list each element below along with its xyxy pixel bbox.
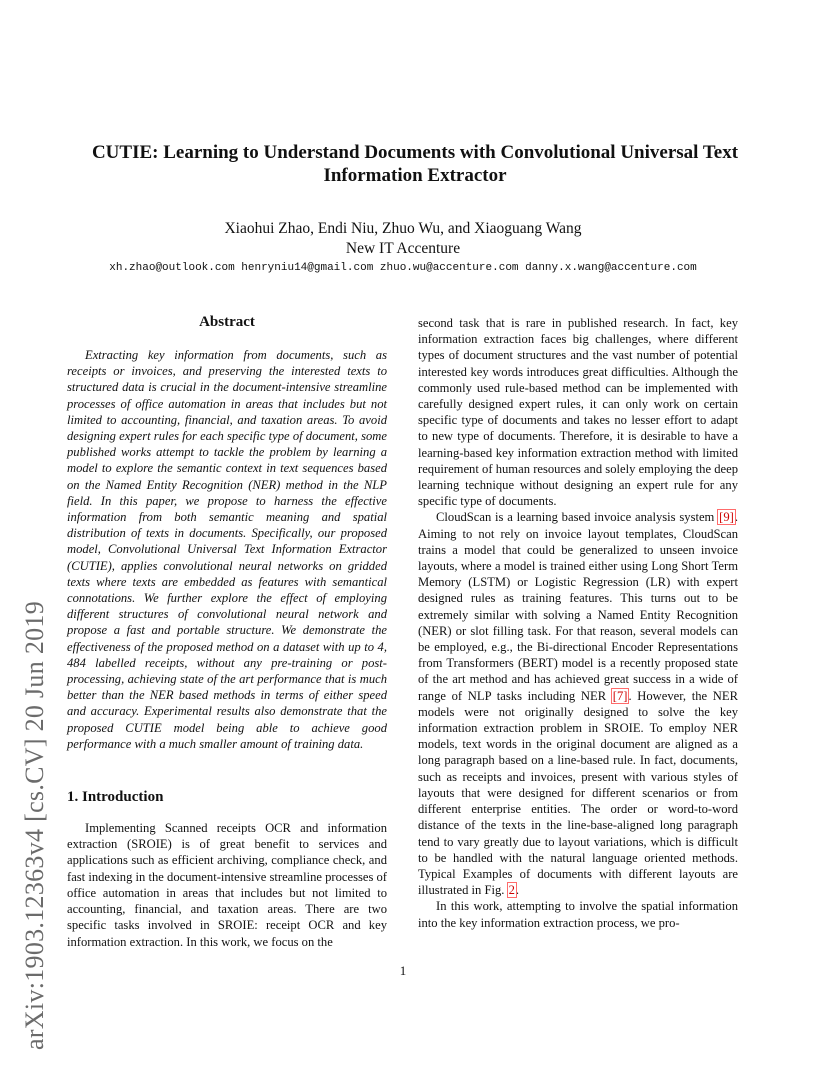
affiliation: New IT Accenture <box>345 240 461 257</box>
page-number: 1 <box>399 963 407 978</box>
figure-link-2[interactable]: 2 <box>508 883 515 898</box>
author-emails: xh.zhao@outlook.com henryniu14@gmail.com zhuo.wu@accenture.com danny.x.wang@accenture.com <box>109 262 697 274</box>
paper-title: CUTIE: Learning to Understand Documents with Convolutional Universal Text Information Extractor <box>91 142 739 186</box>
right-column <box>418 315 738 931</box>
paragraph-text: . Aiming to not rely on invoice layout templates, CloudScan trains a model that could be generalized to unseen invoice layouts, where a model is trained either using Long Short Term Memory (LSTM) or Logistic Regression (LR) with expert designed rules as training features. This turns out to be extremely similar with solving a Named Entity Recognition (NER) or slot filling task. For that reason, several models can be employed, e.g., the Bi-directional Encoder Representations from Transformers (BERT) model is a recently proposed state of the art method and has achieved great success in a wide of range of NLP tasks including NER <box>418 510 738 703</box>
paragraph-text: . <box>515 883 520 898</box>
right-paragraph-3: In this work, attempting to involve the spatial information into the key information extraction process, we pro- <box>418 899 738 930</box>
citation-link-9[interactable]: [9] <box>719 510 734 525</box>
citation-link-7[interactable]: [7] <box>612 688 628 703</box>
author-names: Xiaohui Zhao, Endi Niu, Zhuo Wu, and Xiaoguang Wang <box>224 220 582 237</box>
left-column <box>67 313 387 950</box>
introduction-heading: 1. Introduction <box>67 789 164 806</box>
author-block <box>80 219 726 259</box>
abstract-heading: Abstract <box>199 314 255 330</box>
abstract-text: Extracting key information from documents, such as receipts or invoices, and preserving the interested texts to structured data is crucial in the document-intensive streamline processes of office automation in areas that includes but not limited to accounting, financial, and taxation areas. To avoid designing expert rules for each specific type of document, some published works attempt to tackle the problem by learning a model to explore the semantic context in text sequences based on the Named Entity Recognition (NER) method in the NLP field. In this paper, we propose to harness the effective information from both semantic meaning and spatial distribution of texts in documents. Specifically, our proposed model, Convolutional Universal Text Information Extractor (CUTIE), applies convolutional neural networks on gridded texts where texts are embedded as features with semantical connotations. We further explore the effect of employing different structures of convolutional neural network and propose a fast and portable structure. We demonstrate the effectiveness of the proposed method on a dataset with up to 4, 484 labelled receipts, without any pre-training or post-processing, achieving state of the art performance that is much better than the NER based methods in terms of either speed and accuracy. Experimental results also demonstrate that the proposed CUTIE model being able to achieve good performance with a much smaller amount of training data. <box>67 348 387 751</box>
introduction-paragraph: Implementing Scanned receipts OCR and information extraction (SROIE) is of great benefit to services and applications such as efficient archiving, compliance check, and fast indexing in the document-intensive streamline processes of office automation in areas that includes but not limited to accounting, financial, and taxation areas. There are two specific tasks involved in SROIE: receipt OCR and key information extraction. In this work, we focus on the <box>67 821 388 949</box>
paragraph-text: . However, the NER models were not originally designed to solve the key information extraction problem in SROIE. To employ NER models, text words in the original document are aligned as a long paragraph based on a line-based rule. In fact, documents, such as receipts and invoices, present with various styles of layouts that were designed for different scenarios or from different enterprise entities. The order or word-to-word distance of the texts in the line-base-aligned long paragraph tend to vary greatly due to layout variations, which is difficult to be handled with the natural language oriented methods. Typical Examples of documents with different layouts are illustrated in Fig. <box>418 688 738 898</box>
arxiv-stamp: arXiv:1903.12363v4 [cs.CV] 20 Jun 2019 <box>20 600 49 1050</box>
paragraph-text: CloudScan is a learning based invoice analysis system <box>436 510 719 525</box>
right-paragraph-1: second task that is rare in published research. In fact, key information extraction faces big challenges, where different types of document structures and the vast number of potential interested key words introduces great difficulties. Although the commonly used rule-based method can be implemented with carefully designed expert rules, it can only work on certain specific type of documents and takes no lesser effort to adapt to new type of documents. Therefore, it is desirable to have a learning-based key information extraction method with limited requirement of human resources and solely employing the deep learning technique without designing an expert rule for any specific type of documents. <box>418 316 738 509</box>
right-paragraph-2 <box>418 509 738 898</box>
